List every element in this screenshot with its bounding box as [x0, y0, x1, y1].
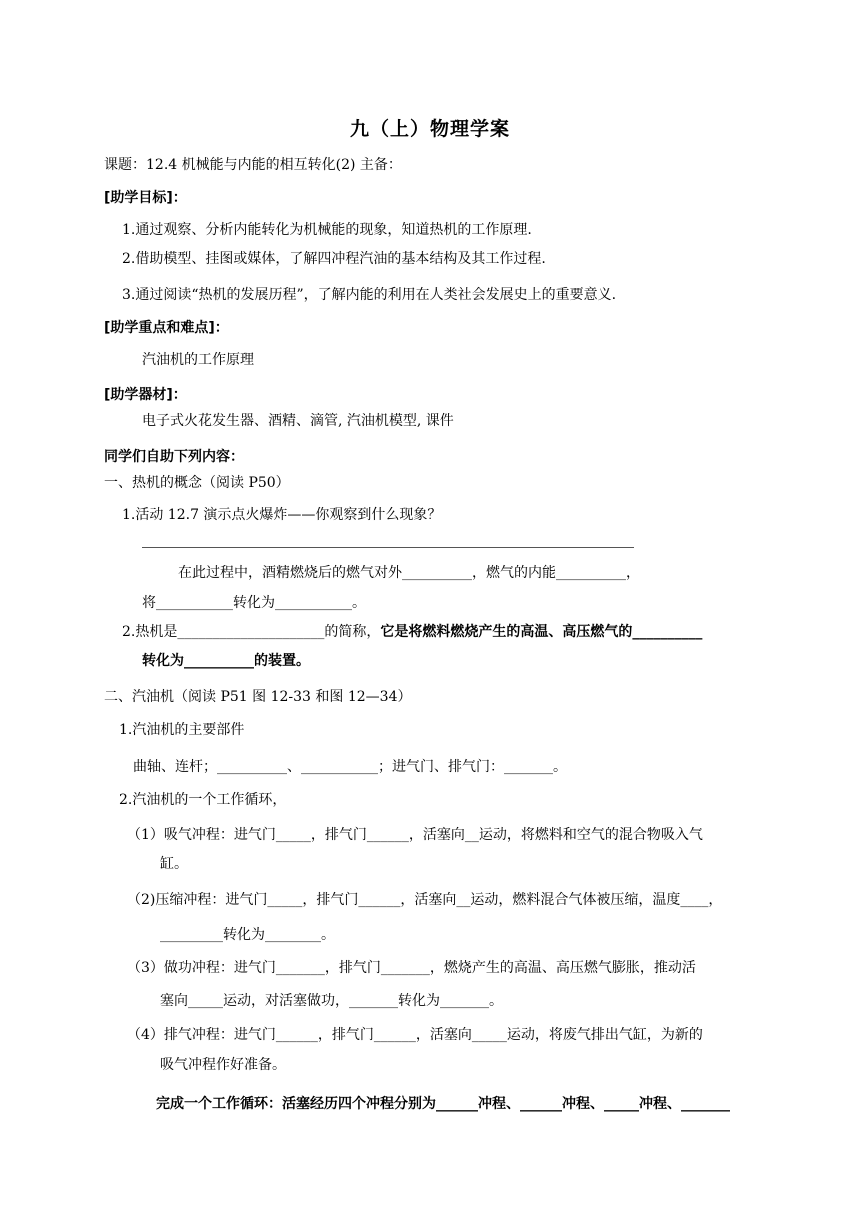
answer-line — [142, 547, 634, 548]
goal-item: 2.借助模型、挂图或媒体，了解四冲程汽油的基本结构及其工作过程. — [122, 251, 546, 267]
intake-stroke-cont: 缸。 — [160, 856, 188, 872]
question-2-line-2: 转化为__________的装置。 — [142, 653, 310, 669]
question-2-plain: 2.热机是_____________________的简称， — [122, 624, 381, 640]
key-points-text: 汽油机的工作原理 — [142, 352, 254, 368]
section1-heading: 一、热机的概念（阅读 P50） — [104, 475, 290, 491]
goals-heading: [助学目标]： — [104, 190, 187, 206]
topic-line: 课题：12.4 机械能与内能的相互转化(2) 主备： — [104, 157, 402, 173]
intake-stroke: （1）吸气冲程：进气门_____，排气门______，活塞向__运动，将燃料和空气的混合物吸入气 — [127, 827, 703, 843]
equipment-heading: [助学器材]： — [104, 387, 187, 403]
question-1: 1.活动 12.7 演示点火爆炸——你观察到什么现象？ — [122, 507, 442, 523]
question-2-bold: 它是将燃料燃烧产生的高温、高压燃气的__________ — [380, 624, 703, 640]
goal-item: 1.通过观察、分析内能转化为机械能的现象，知道热机的工作原理. — [122, 222, 532, 238]
question-2 — [122, 622, 702, 642]
power-stroke-cont: 塞向_____运动，对活塞做功，_______转化为_______。 — [160, 993, 503, 1009]
part-1: 1.汽油机的主要部件 — [119, 722, 245, 738]
section2-heading: 二、汽油机（阅读 P51 图 12-33 和图 12—34） — [104, 689, 412, 705]
compression-stroke: （2)压缩冲程：进气门_____，排气门______，活塞向__运动，燃料混合气体被压缩，温度____， — [127, 892, 723, 908]
compression-stroke-cont: _________转化为________。 — [160, 927, 335, 943]
self-study-heading: 同学们自助下列内容： — [104, 449, 244, 465]
cycle-summary: 完成一个工作循环：活塞经历四个冲程分别为______冲程、______冲程、_____冲程、_______ — [156, 1096, 730, 1112]
power-stroke: （3）做功冲程：进气门_______，排气门_______，燃烧产生的高温、高压燃气膨胀，推动活 — [127, 960, 696, 976]
exhaust-stroke-cont: 吸气冲程作好准备。 — [160, 1057, 286, 1073]
equipment-text: 电子式火花发生器、酒精、滴管, 汽油机模型, 课件 — [142, 413, 454, 429]
goal-item: 3.通过阅读“热机的发展历程”，了解内能的利用在人类社会发展史上的重要意义. — [122, 287, 617, 303]
question-1-line-2: 在此过程中，酒精燃烧后的燃气对外__________，燃气的内能__________， — [178, 565, 640, 581]
part-2: 2.汽油机的一个工作循环， — [119, 792, 287, 808]
key-points-heading: [助学重点和难点]： — [104, 320, 229, 336]
page-title: 九（上）物理学案 — [349, 118, 510, 140]
question-1-line-3: 将___________转化为___________。 — [142, 595, 366, 611]
part-1-line: 曲轴、连杆；__________、___________；进气门、排气门：_______。 — [133, 759, 567, 775]
exhaust-stroke: （4）排气冲程：进气门______，排气门______，活塞向_____运动，将废气排出气缸，为新的 — [127, 1027, 703, 1043]
